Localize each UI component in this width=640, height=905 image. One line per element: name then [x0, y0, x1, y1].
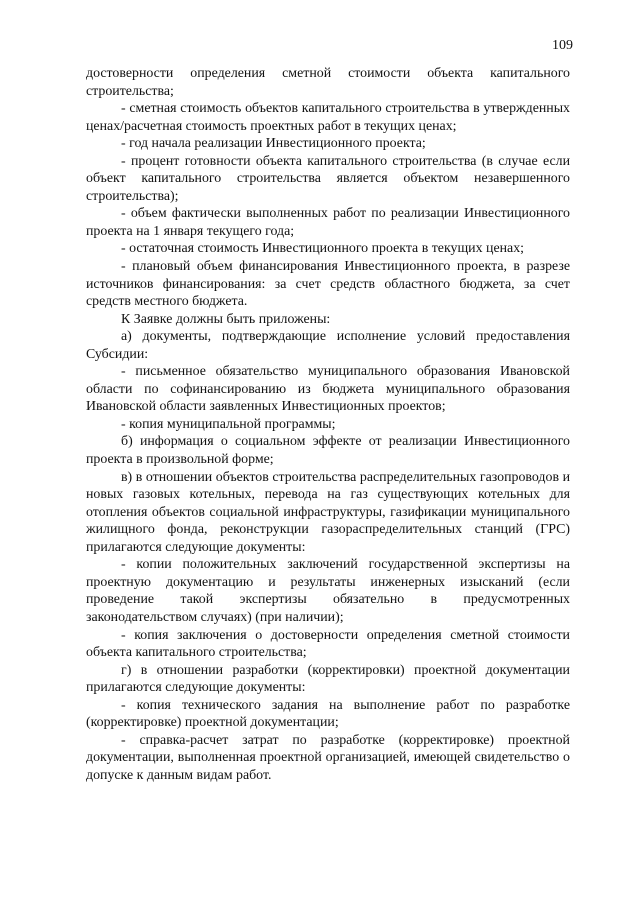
paragraph: г) в отношении разработки (корректировки) проектной документации прилагаются следующие документы: [86, 662, 570, 696]
page-number: 109 [552, 38, 573, 53]
paragraph: - остаточная стоимость Инвестиционного проекта в текущих ценах; [121, 241, 525, 257]
paragraph: - плановый объем финансирования Инвестиционного проекта, в разрезе источников финансирования: за счет средств областного бюджета, за счет средств местного бюджета. [86, 259, 570, 310]
paragraph: - копии положительных заключений государственной экспертизы на проектную документацию и результаты инженерных изысканий (если проведение такой экспертизы обязательно в предусмотренных законодательством случаях) (при наличии); [86, 557, 570, 625]
paragraph: - сметная стоимость объектов капитального строительства в утвержденных ценах/расчетная стоимость проектных работ в текущих ценах; [86, 101, 570, 134]
document-body [86, 65, 570, 784]
paragraph: К Заявке должны быть приложены: [121, 311, 331, 327]
paragraph: - копия технического задания на выполнение работ по разработке (корректировке) проектной документации; [86, 697, 570, 731]
paragraph: - объем фактически выполненных работ по реализации Инвестиционного проекта на 1 января текущего года; [86, 206, 570, 239]
paragraph: - копия заключения о достоверности определения сметной стоимости объекта капитального строительства; [86, 627, 570, 661]
paragraph: б) информация о социальном эффекте от реализации Инвестиционного проекта в произвольной форме; [86, 434, 570, 468]
paragraph: - год начала реализации Инвестиционного проекта; [121, 136, 426, 152]
paragraph: - справка-расчет затрат по разработке (корректировке) проектной документации, выполненная проектной организацией, имеющей свидетельство о допуске к данным видам работ. [86, 732, 570, 783]
paragraph: - копия муниципальной программы; [121, 416, 336, 432]
paragraph: а) документы, подтверждающие исполнение условий предоставления Субсидии: [86, 329, 570, 362]
paragraph: - письменное обязательство муниципального образования Ивановской области по софинансированию из бюджета муниципального образования Ивановской области заявленных Инвестиционных проектов; [86, 364, 570, 415]
paragraph: - процент готовности объекта капитального строительства (в случае если объект капитального строительства является объектом незавершенного строительства); [86, 153, 570, 204]
paragraph: в) в отношении объектов строительства распределительных газопроводов и новых газовых котельных, перевода на газ существующих котельных для отопления объектов социальной инфраструктуры, газификации муниципального жилищного фонда, реконструкции газораспределительных станций (ГРС) прилагаются следующие документы: [86, 469, 570, 555]
paragraph: достоверности определения сметной стоимости объекта капитального строительства; [86, 66, 570, 99]
